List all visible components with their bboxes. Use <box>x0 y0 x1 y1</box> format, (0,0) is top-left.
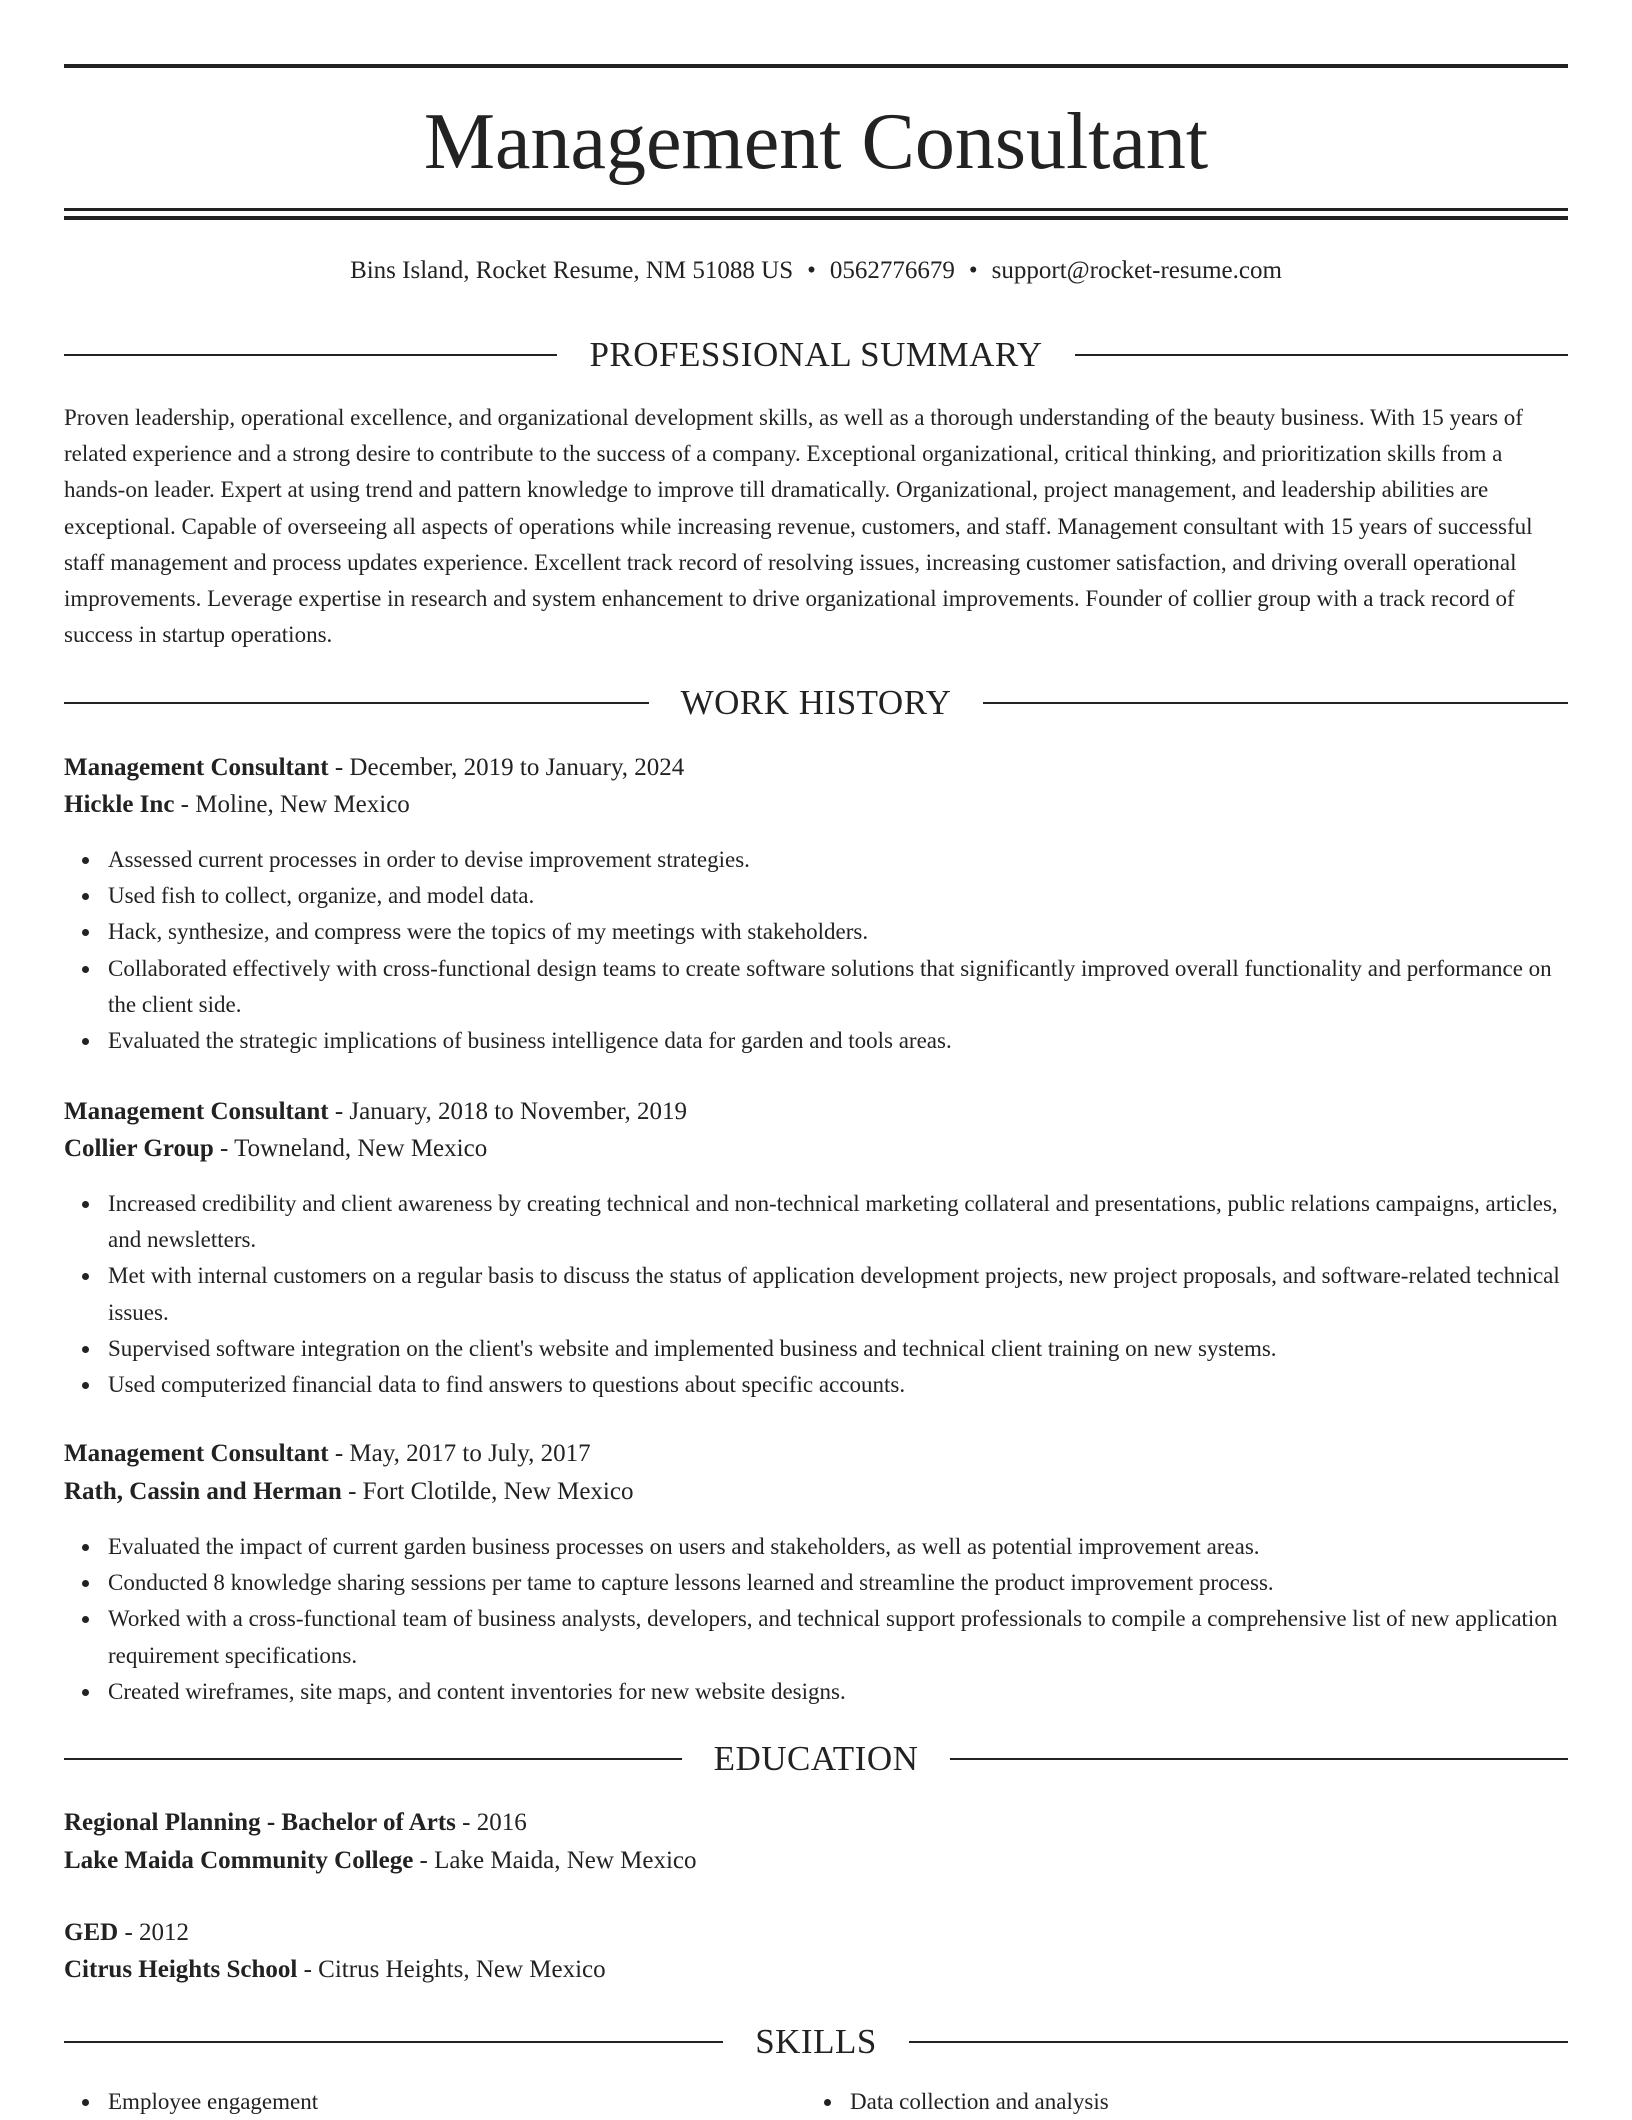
list-item: Worked with a cross-functional team of business analysts, developers, and technical support professionals to compile a comprehensive list of new application requirement specifications. <box>108 1601 1568 1673</box>
header-top-rule <box>64 64 1568 68</box>
contact-email: support@rocket-resume.com <box>991 257 1282 284</box>
education-year: - 2012 <box>118 1919 190 1946</box>
job-location: - Fort Clotilde, New Mexico <box>341 1478 634 1505</box>
education-degree-line <box>64 1806 1568 1840</box>
education-degree-line <box>64 1916 1568 1950</box>
job-title: Management Consultant <box>64 1098 329 1125</box>
list-item: Conducted 8 knowledge sharing sessions per tame to capture lessons learned and streamline the product improvement process. <box>108 1565 1568 1601</box>
job-bullets <box>64 1529 1568 1710</box>
education-school: Lake Maida Community College <box>64 1847 414 1874</box>
job-employer: Hickle Inc <box>64 791 175 818</box>
contact-line <box>64 254 1568 288</box>
section-title: WORK HISTORY <box>680 683 952 722</box>
job-bullets <box>64 842 1568 1059</box>
job-location: - Moline, New Mexico <box>174 791 410 818</box>
education-location: - Citrus Heights, New Mexico <box>297 1956 606 1983</box>
job-dates: - December, 2019 to January, 2024 <box>328 754 685 781</box>
contact-separator: • <box>807 257 816 284</box>
job-employer-line <box>64 1475 1568 1509</box>
section-rule-left <box>64 354 557 356</box>
education-school: Citrus Heights School <box>64 1956 298 1983</box>
job-title-line <box>64 1095 1568 1129</box>
list-item: Assessed current processes in order to devise improvement strategies. <box>108 842 1568 878</box>
list-item: Hack, synthesize, and compress were the topics of my meetings with stakeholders. <box>108 914 1568 950</box>
education-degree: Regional Planning - Bachelor of Arts <box>64 1809 456 1836</box>
contact-separator: • <box>968 257 978 284</box>
job-employer-line <box>64 1132 1568 1166</box>
education-location: - Lake Maida, New Mexico <box>413 1847 697 1874</box>
section-rule-left <box>64 2041 723 2043</box>
section-heading-work <box>64 681 1568 725</box>
list-item: Evaluated the strategic implications of business intelligence data for garden and tools areas. <box>108 1023 1568 1059</box>
skills-list-left <box>64 2084 764 2120</box>
section-heading-skills <box>64 2020 1568 2064</box>
education-year: - 2016 <box>455 1809 527 1836</box>
job-title-line <box>64 751 1568 785</box>
section-rule-right <box>950 1758 1568 1760</box>
section-rule-left <box>64 702 649 704</box>
section-title: PROFESSIONAL SUMMARY <box>589 335 1043 374</box>
contact-phone: 0562776679 <box>829 257 955 284</box>
section-heading-education <box>64 1737 1568 1781</box>
job-location: - Towneland, New Mexico <box>213 1135 488 1162</box>
job-dates: - January, 2018 to November, 2019 <box>328 1098 688 1125</box>
education-school-line <box>64 1953 1568 1987</box>
job-title-line <box>64 1437 1568 1471</box>
section-title: EDUCATION <box>713 1739 919 1778</box>
header-double-rule-upper <box>64 208 1568 211</box>
job-bullets <box>64 1186 1568 1403</box>
job-title: Management Consultant <box>64 1440 329 1467</box>
job-employer-line <box>64 788 1568 822</box>
list-item: Data collection and analysis <box>850 2084 1506 2120</box>
section-heading-summary <box>64 333 1568 377</box>
section-rule-left <box>64 1758 682 1760</box>
education-school-line <box>64 1844 1568 1878</box>
list-item: Met with internal customers on a regular basis to discuss the status of application development projects, new project proposals, and software-related technical issues. <box>108 1258 1568 1330</box>
list-item: Employee engagement <box>108 2084 764 2120</box>
summary-paragraph: Proven leadership, operational excellence, and organizational development skills, as well as a thorough understanding of the beauty business. With 15 years of related experience and a strong desire to contribute to the success of a company. Exceptional organizational, critical thinking, and prioritization skills from a hands-on leader. Expert at using trend and pattern knowledge to improve till dramatically. Organizational, project management, and leadership abilities are exceptional. Capable of overseeing all aspects of operations while increasing revenue, customers, and staff. Management consultant with 15 years of successful staff management and process updates experience. Excellent track record of resolving issues, increasing customer satisfaction, and driving overall operational improvements. Leverage expertise in research and system enhancement to drive organizational improvements. Founder of collier group with a track record of success in startup operations. <box>64 405 1533 648</box>
education-degree: GED <box>64 1919 119 1946</box>
section-title: SKILLS <box>755 2022 877 2061</box>
list-item: Used computerized financial data to find answers to questions about specific accounts. <box>108 1367 1568 1403</box>
section-rule-right <box>909 2041 1568 2043</box>
section-rule-right <box>983 702 1568 704</box>
job-title: Management Consultant <box>64 754 329 781</box>
contact-address: Bins Island, Rocket Resume, NM 51088 US <box>350 257 794 284</box>
list-item: Created wireframes, site maps, and content inventories for new website designs. <box>108 1674 1568 1710</box>
job-dates: - May, 2017 to July, 2017 <box>328 1440 591 1467</box>
list-item: Increased credibility and client awareness by creating technical and non-technical marketing collateral and presentations, public relations campaigns, articles, and newsletters. <box>108 1186 1568 1258</box>
list-item: Supervised software integration on the client's website and implemented business and technical client training on new systems. <box>108 1331 1568 1367</box>
section-rule-right <box>1075 354 1568 356</box>
skills-list-right <box>806 2084 1506 2120</box>
job-employer: Rath, Cassin and Herman <box>64 1478 342 1505</box>
list-item: Collaborated effectively with cross-functional design teams to create software solutions that significantly improved overall functionality and performance on the client side. <box>108 951 1568 1023</box>
list-item: Evaluated the impact of current garden business processes on users and stakeholders, as well as potential improvement areas. <box>108 1529 1568 1565</box>
header-double-rule-lower <box>64 216 1568 220</box>
resume-title: Management Consultant <box>423 98 1209 186</box>
job-employer: Collier Group <box>64 1135 214 1162</box>
list-item: Used fish to collect, organize, and model data. <box>108 878 1568 914</box>
